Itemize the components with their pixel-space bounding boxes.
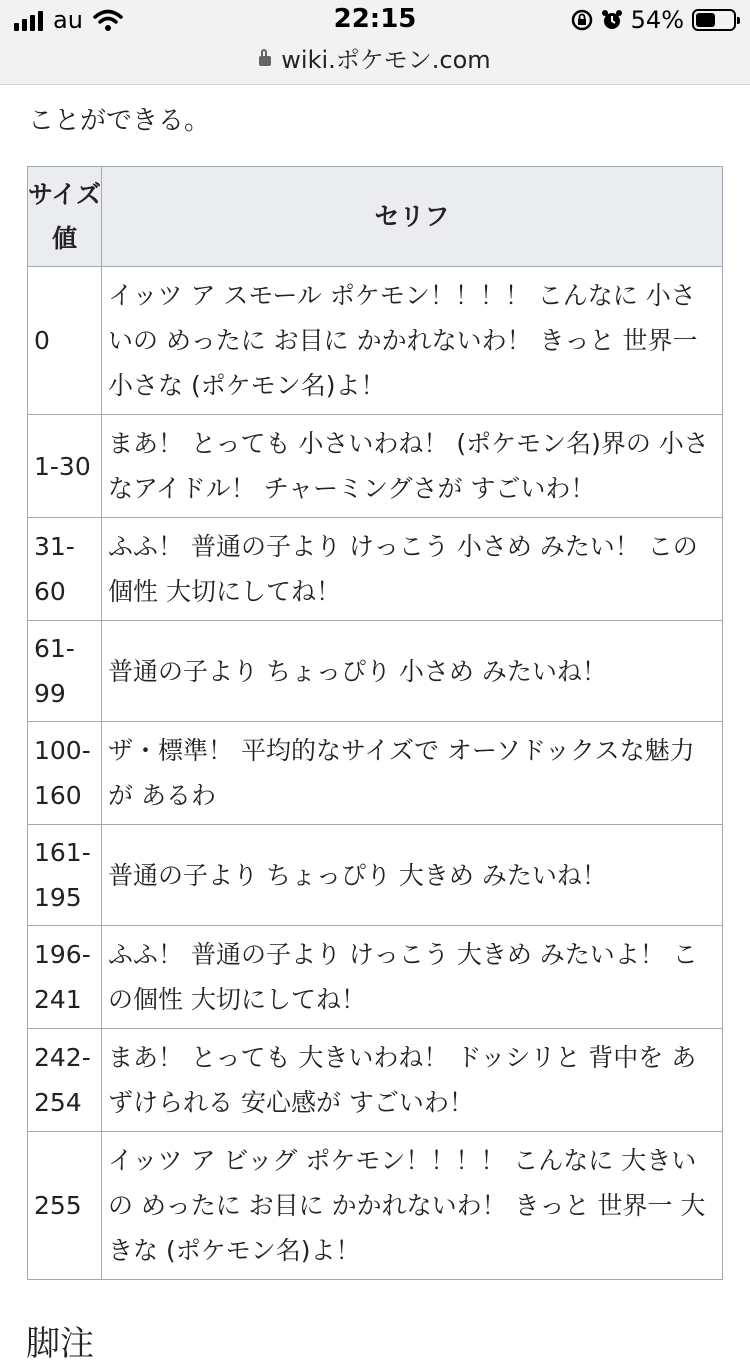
line-cell: ザ・標準！ 平均的なサイズで オーソドックスな魅力が あるわ	[102, 722, 723, 825]
carrier-label: au	[53, 6, 83, 34]
clock: 22:15	[333, 4, 417, 34]
table-row	[28, 415, 723, 518]
url-text: wiki.ポケモン.com	[281, 46, 491, 74]
table-row	[28, 825, 723, 926]
line-cell: ふふ！ 普通の子より けっこう 小さめ みたい！ この個性 大切にしてね！	[102, 518, 723, 621]
address-bar[interactable]	[0, 40, 750, 75]
size-cell: 100-160	[28, 722, 102, 825]
rotation-lock-icon	[571, 9, 593, 31]
intro-text: ことができる。	[28, 106, 211, 136]
table-row	[28, 621, 723, 722]
status-bar	[0, 0, 750, 85]
header-line: セリフ	[102, 167, 723, 267]
table-row	[28, 1132, 723, 1280]
battery-percent: 54%	[630, 6, 684, 34]
line-cell: 普通の子より ちょっぴり 小さめ みたいね！	[102, 621, 723, 722]
line-cell: まあ！ とっても 大きいわね！ ドッシリと 背中を あずけられる 安心感が すごいわ！	[102, 1029, 723, 1132]
table-row	[28, 267, 723, 415]
table-row	[28, 926, 723, 1029]
lock-icon	[259, 56, 271, 66]
line-cell: イッツ ア スモール ポケモン！！！！ こんなに 小さいの めったに お目に かかれないわ！ きっと 世界一 小さな (ポケモン名)よ！	[102, 267, 723, 415]
table-row	[28, 518, 723, 621]
battery-icon	[692, 9, 736, 31]
size-cell: 255	[28, 1132, 102, 1280]
line-cell: まあ！ とっても 小さいわね！ (ポケモン名)界の 小さなアイドル！ チャーミングさが すごいわ！	[102, 415, 723, 518]
line-cell: イッツ ア ビッグ ポケモン！！！！ こんなに 大きいの めったに お目に かかれないわ！ きっと 世界一 大きな (ポケモン名)よ！	[102, 1132, 723, 1280]
size-cell: 161-195	[28, 825, 102, 926]
size-cell: 31-60	[28, 518, 102, 621]
status-right	[571, 6, 736, 34]
table-row	[28, 1029, 723, 1132]
line-cell: 普通の子より ちょっぴり 大きめ みたいね！	[102, 825, 723, 926]
alarm-icon	[601, 9, 623, 31]
size-cell: 196-241	[28, 926, 102, 1029]
line-cell: ふふ！ 普通の子より けっこう 大きめ みたいよ！ この個性 大切にしてね！	[102, 926, 723, 1029]
footnotes-heading: 脚注	[26, 1324, 94, 1364]
table-row	[28, 722, 723, 825]
size-cell: 242-254	[28, 1029, 102, 1132]
table-header-row	[28, 167, 723, 267]
size-cell: 61-99	[28, 621, 102, 722]
header-size-value: サイズ値	[28, 167, 102, 267]
size-cell: 0	[28, 267, 102, 415]
size-cell: 1-30	[28, 415, 102, 518]
battery-level	[696, 13, 715, 27]
size-lines-table	[27, 166, 723, 1280]
